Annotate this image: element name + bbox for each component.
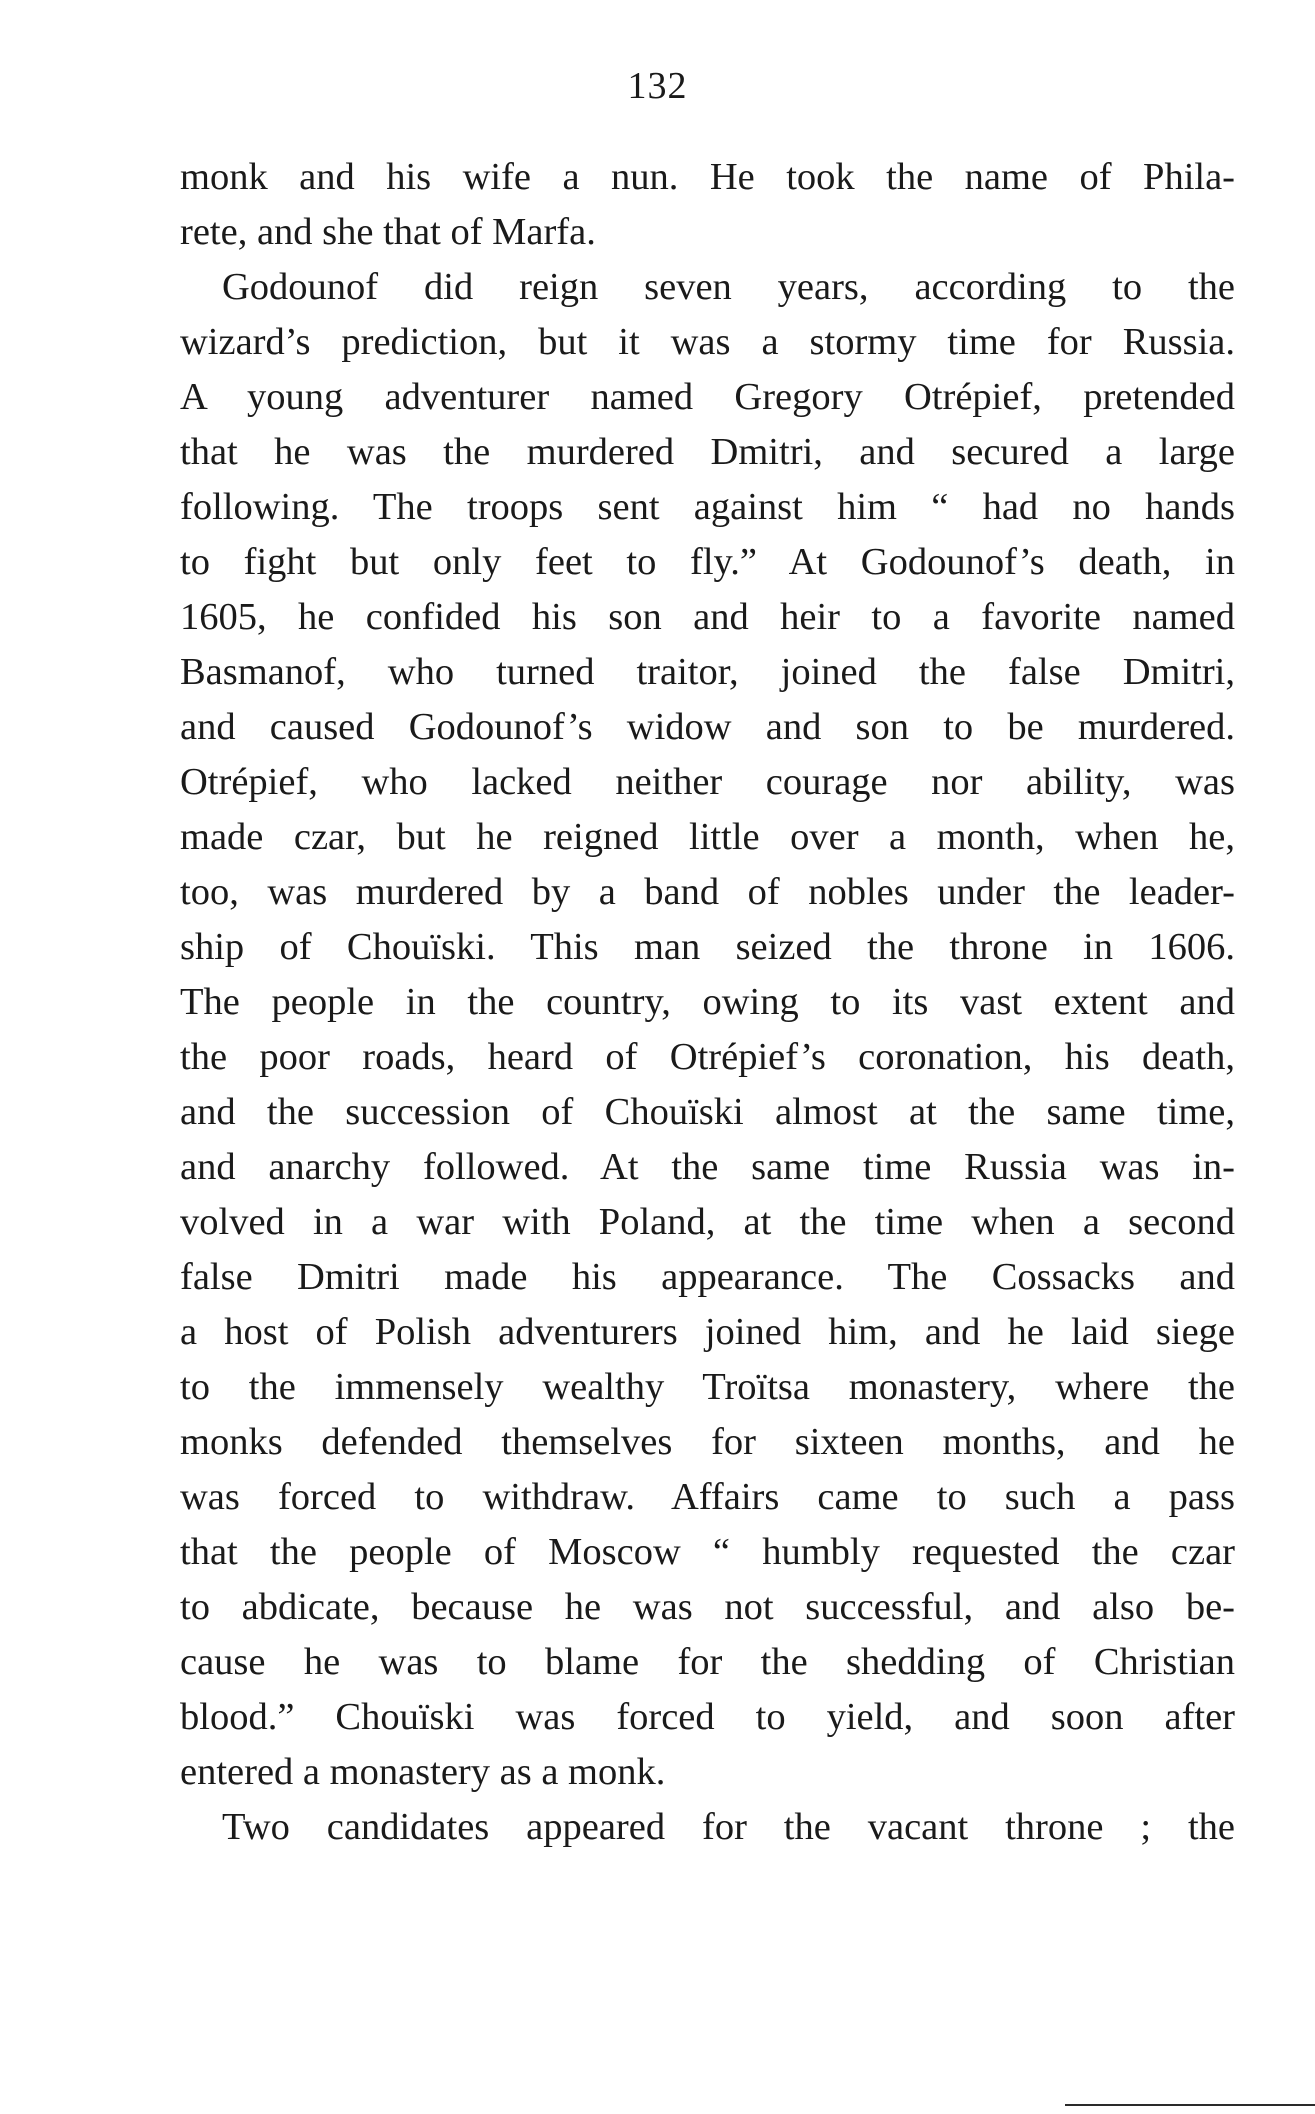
text-line: to abdicate, because he was not successful, and also be- (180, 1586, 1235, 1628)
text-line: 1605, he confided his son and heir to a favorite named (180, 596, 1235, 638)
text-line: Godounof did reign seven years, according to the (222, 266, 1235, 308)
text-line: too, was murdered by a band of nobles under the leader- (180, 871, 1235, 913)
text-line: that the people of Moscow “ humbly requested the czar (180, 1531, 1235, 1573)
text-line: monk and his wife a nun. He took the name of Phila- (180, 156, 1235, 198)
text-line: Two candidates appeared for the vacant throne ; the (222, 1806, 1235, 1848)
text-line: The people in the country, owing to its vast extent and (180, 981, 1235, 1023)
text-line: false Dmitri made his appearance. The Cossacks and (180, 1256, 1235, 1298)
text-line: following. The troops sent against him “ had no hands (180, 486, 1235, 528)
body-text (180, 150, 1235, 1855)
page-number: 132 (627, 65, 688, 107)
text-line: and caused Godounof’s widow and son to be murdered. (180, 706, 1235, 748)
text-line: the poor roads, heard of Otrépief’s coronation, his death, (180, 1036, 1235, 1078)
bottom-rule (1065, 2104, 1315, 2106)
text-line: volved in a war with Poland, at the time when a second (180, 1201, 1235, 1243)
text-line: to fight but only feet to fly.” At Godounof’s death, in (180, 541, 1235, 583)
text-line: cause he was to blame for the shedding of Christian (180, 1641, 1235, 1683)
text-line: made czar, but he reigned little over a month, when he, (180, 816, 1235, 858)
text-line: wizard’s prediction, but it was a stormy time for Russia. (180, 321, 1235, 363)
text-line: to the immensely wealthy Troïtsa monastery, where the (180, 1366, 1235, 1408)
text-line: and anarchy followed. At the same time Russia was in- (180, 1146, 1235, 1188)
text-line: entered a monastery as a monk. (180, 1751, 666, 1793)
text-line: monks defended themselves for sixteen months, and he (180, 1421, 1235, 1463)
text-line: that he was the murdered Dmitri, and secured a large (180, 431, 1235, 473)
text-line: Basmanof, who turned traitor, joined the false Dmitri, (180, 651, 1235, 693)
text-line: and the succession of Chouïski almost at the same time, (180, 1091, 1235, 1133)
text-line: a host of Polish adventurers joined him, and he laid siege (180, 1311, 1235, 1353)
text-line: Otrépief, who lacked neither courage nor ability, was (180, 761, 1235, 803)
text-line: rete, and she that of Marfa. (180, 211, 596, 253)
text-line: ship of Chouïski. This man seized the throne in 1606. (180, 926, 1235, 968)
text-line: was forced to withdraw. Affairs came to such a pass (180, 1476, 1235, 1518)
text-line: A young adventurer named Gregory Otrépief, pretended (180, 376, 1235, 418)
text-line: blood.” Chouïski was forced to yield, and soon after (180, 1696, 1235, 1738)
